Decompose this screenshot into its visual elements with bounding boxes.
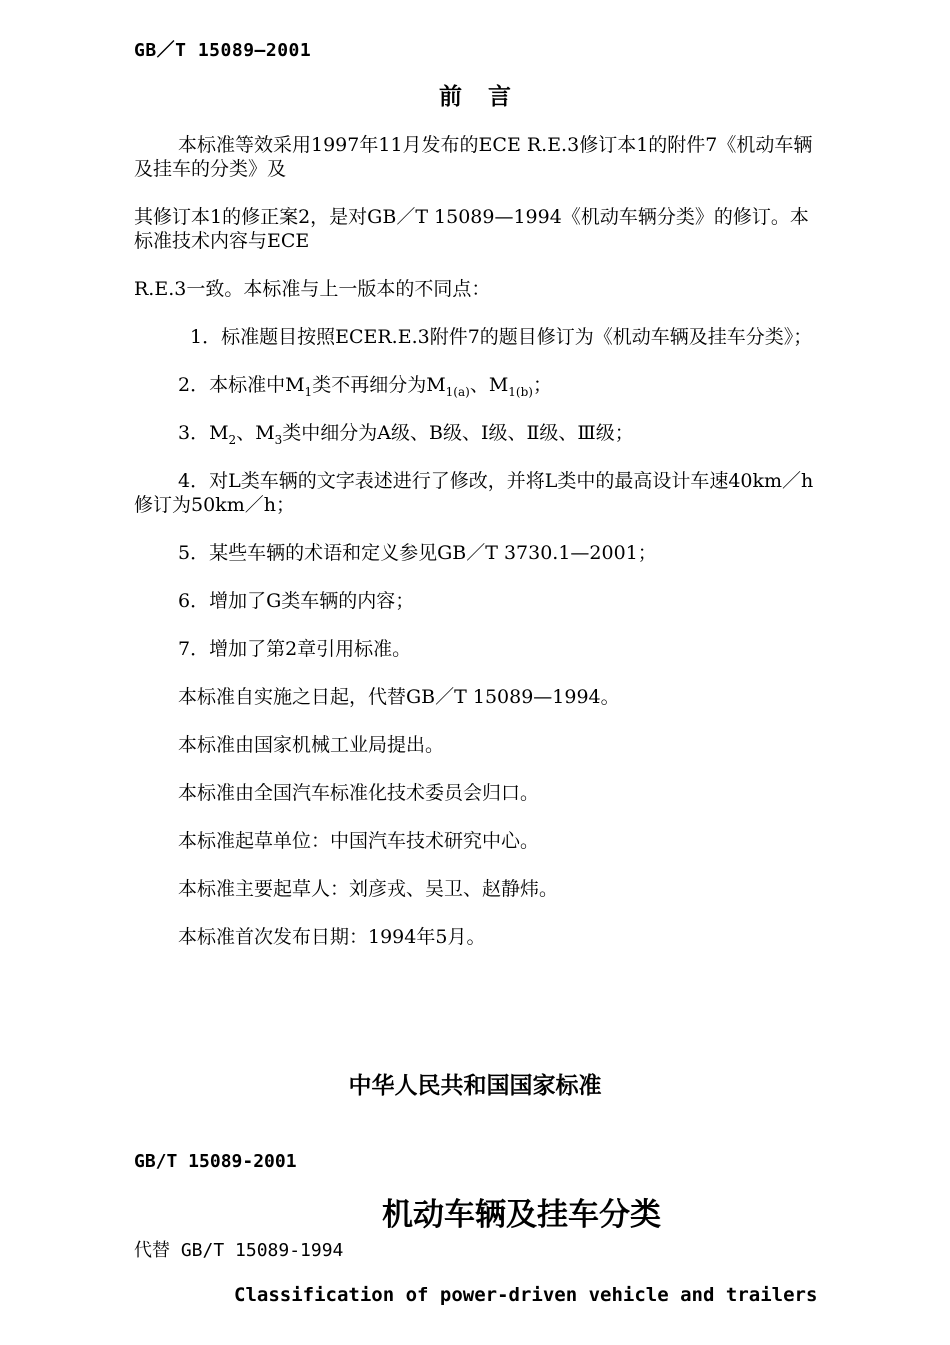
change-item-3-sub-b: 3 — [274, 433, 283, 447]
change-item-2-text-d: ； — [532, 374, 552, 396]
statement-drafting-unit: 本标准起草单位：中国汽车技术研究中心。 — [178, 830, 540, 852]
change-item-5: 5．某些车辆的术语和定义参见GB／T 3730.1—2001； — [178, 542, 657, 564]
change-item-3-text-a: 3．M — [178, 422, 229, 444]
national-standard-heading: 中华人民共和国国家标准 — [348, 1073, 602, 1099]
change-item-2-sub-a: 1 — [304, 385, 313, 399]
header-standard-code: GB／T 15089—2001 — [134, 40, 312, 61]
change-item-2-sub-b: 1(a) — [445, 385, 470, 399]
english-title: Classification of power-driven vehicle and trailers — [234, 1284, 818, 1306]
change-item-3-text-c: 类中细分为A级、B级、Ⅰ级、Ⅱ级、Ⅲ级； — [282, 422, 634, 444]
foreword-title: 前言 — [439, 84, 537, 110]
statement-proposed-by: 本标准由国家机械工业局提出。 — [178, 734, 445, 756]
change-item-3-sub-a: 2 — [228, 433, 237, 447]
change-item-4: 4．对L类车辆的文字表述进行了修改，并将L类中的最高设计车速40km／h修订为50km／h； — [134, 470, 814, 516]
foreword-body — [134, 133, 818, 973]
foreword-paragraph-3: R.E.3一致。本标准与上一版本的不同点： — [134, 278, 491, 300]
statement-first-issue: 本标准首次发布日期：1994年5月。 — [178, 926, 486, 948]
change-item-3 — [134, 421, 818, 445]
change-item-2-text-c: 、M — [469, 374, 509, 396]
standard-title: 机动车辆及挂车分类 — [382, 1197, 661, 1233]
foreword-paragraph-1: 本标准等效采用1997年11月发布的ECE R.E.3修订本1的附件7《机动车辆及挂车的分类》及 — [134, 134, 813, 180]
replaces-standard: 代替 GB/T 15089-1994 — [134, 1240, 344, 1261]
foreword-paragraph-2: 其修订本1的修正案2，是对GB／T 15089—1994《机动车辆分类》的修订。本标准技术内容与ECE — [134, 206, 809, 252]
change-item-3-text-b: 、M — [236, 422, 275, 444]
statement-replaces: 本标准自实施之日起，代替GB／T 15089—1994。 — [178, 686, 620, 708]
change-item-7: 7．增加了第2章引用标准。 — [178, 638, 412, 660]
change-item-2-text-b: 类不再细分为M — [312, 374, 446, 396]
statement-administered-by: 本标准由全国汽车标准化技术委员会归口。 — [178, 782, 540, 804]
change-item-2 — [134, 373, 818, 397]
change-item-2-sub-c: 1(b) — [508, 385, 533, 399]
statement-drafters: 本标准主要起草人：刘彦戎、吴卫、赵静炜。 — [178, 878, 559, 900]
change-item-6: 6．增加了G类车辆的内容； — [178, 590, 415, 612]
change-item-2-text-a: 2．本标准中M — [178, 374, 305, 396]
change-item-1: 1．标准题目按照ECER.E.3附件7的题目修订为《机动车辆及挂车分类》； — [190, 326, 813, 348]
standard-code: GB/T 15089-2001 — [134, 1151, 297, 1172]
